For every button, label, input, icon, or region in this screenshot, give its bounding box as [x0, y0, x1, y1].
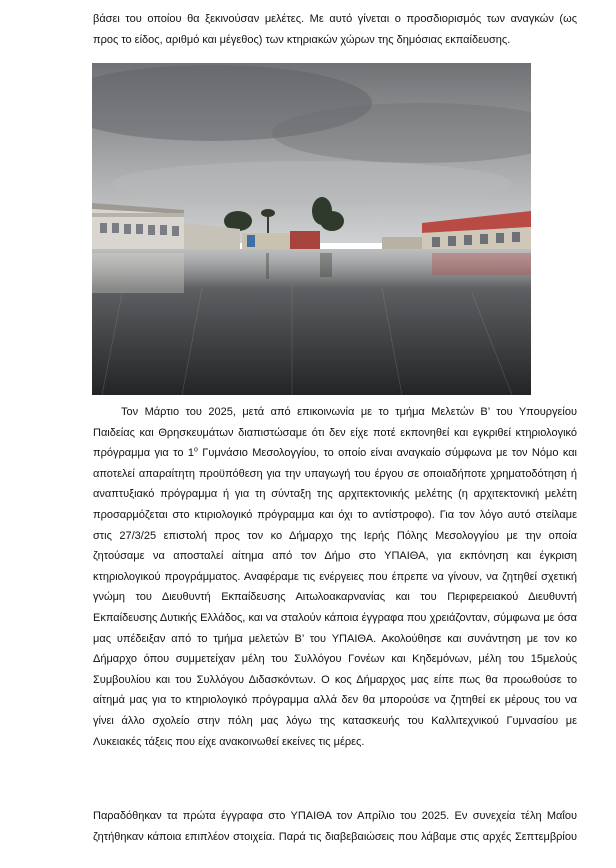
text-line: Παιδείας και Θρησκευμάτων διαπιστώσαμε ότι δεν είχε ποτέ εκπονηθεί και εγκριθεί κτηριολογικό	[93, 426, 577, 439]
text-line: ζητήθηκαν κάποια επιπλέον στοιχεία. Παρά τις διαβεβαιώσεις που λάβαμε στις αρχές Σεπτεμβρίου	[93, 830, 577, 843]
text-span: πρόγραμμα για το 1	[93, 447, 194, 460]
text-line: Λυκειακές τάξεις που είχε ανακοινωθεί εκείνες τις μέρες.	[93, 735, 365, 748]
text-line: προσαρμόζεται στο κτιριολογικό πρόγραμμα και όχι το αντίστροφο). Για τον λόγο αυτό στείλαμε	[93, 508, 577, 521]
tail-paragraph	[93, 806, 577, 847]
text-line: γίνει άλλο σχολείο στην πόλη μας λόγω της κατασκευής του Καλλιτεχνικού Γυμνασίου με	[93, 714, 577, 727]
text-line: Παραδόθηκαν τα πρώτα έγγραφα στο ΥΠΑΙΘΑ τον Απρίλιο του 2025. Εν συνεχεία τέλη Μαΐου	[93, 810, 577, 822]
text-line: Συμβουλίου και του Συλλόγου Διδασκόντων. Ο κος Δήμαρχος μας είπε πως θα προωθούσε το	[93, 673, 577, 686]
superscript: ο	[193, 446, 198, 454]
text-line: βάσει του οποίου θα ξεκινούσαν μελέτες. Με αυτό γίνεται ο προσδιορισμός των αναγκών (ως	[93, 13, 577, 25]
text-line: κτηριολογικού προγράμματος. Αναφέραμε τις ενέργειες που έπρεπε να γίνουν, να ζητηθεί σχετική	[93, 570, 577, 583]
text-line: Δήμαρχο όπου συμμετείχαν μέλη του Συλλόγου Γονέων και Κηδεμόνων, μέλη του 15μελούς	[93, 653, 577, 666]
text-span: Γυμνάσιο Μεσολογγίου, το οποίο είναι αναγκαίο σύμφωνα με τον Νόμο και	[197, 447, 577, 460]
schoolyard-photo	[92, 63, 531, 395]
text-line: γνώμη του Διευθυντή Εκπαίδευσης Αιτωλοακαρνανίας και του Περιφερειακού Διευθυντή	[93, 591, 577, 604]
text-line: ζητούσαμε να αποσταλεί αίτημα από τον Δήμο στο ΥΠΑΙΘΑ, για εκπόνηση και έγκριση	[93, 550, 577, 563]
text-line: αποτελεί απαραίτητη προϋπόθεση για την υπαγωγή του έργου σε οποιαδήποτε χρηματοδότηση ή	[93, 467, 577, 480]
text-line: Εκπαίδευσης Δυτικής Ελλάδος, και να σταλούν κάποια έγγραφα που χρειάζονταν, σύμφωνα με όσα	[93, 611, 577, 624]
intro-paragraph	[93, 9, 577, 50]
text-line	[93, 443, 577, 464]
text-line: αίτημά μας για το κτηριολογικό πρόγραμμα αλλά δεν θα μπορούσε να ζητηθεί εκ μέρους του να	[93, 694, 577, 707]
text-line: προς το είδος, αριθμό και μέγεθος) των κτηριακών χώρων της δημόσιας εκπαίδευσης.	[93, 33, 511, 46]
text-line: μας υπέδειξαν από το τμήμα μελετών Β’ του ΥΠΑΙΘΑ. Ακολούθησε και συνάντηση με τον κο	[93, 632, 577, 645]
text-line: στις 27/3/25 επιστολή προς τον κο Δήμαρχο της Ιερής Πόλης Μεσολογγίου με την οποία	[93, 529, 577, 542]
text-line: Τον Μάρτιο του 2025, μετά από επικοινωνία με το τμήμα Μελετών Β’ του Υπουργείου	[121, 406, 577, 418]
text-line: αναπτυξιακό πρόγραμμα ή για τη σύνταξη της αρχιτεκτονικής μελέτης (η αρχιτεκτονική μελέτη	[93, 488, 577, 501]
body-paragraph	[93, 402, 577, 752]
